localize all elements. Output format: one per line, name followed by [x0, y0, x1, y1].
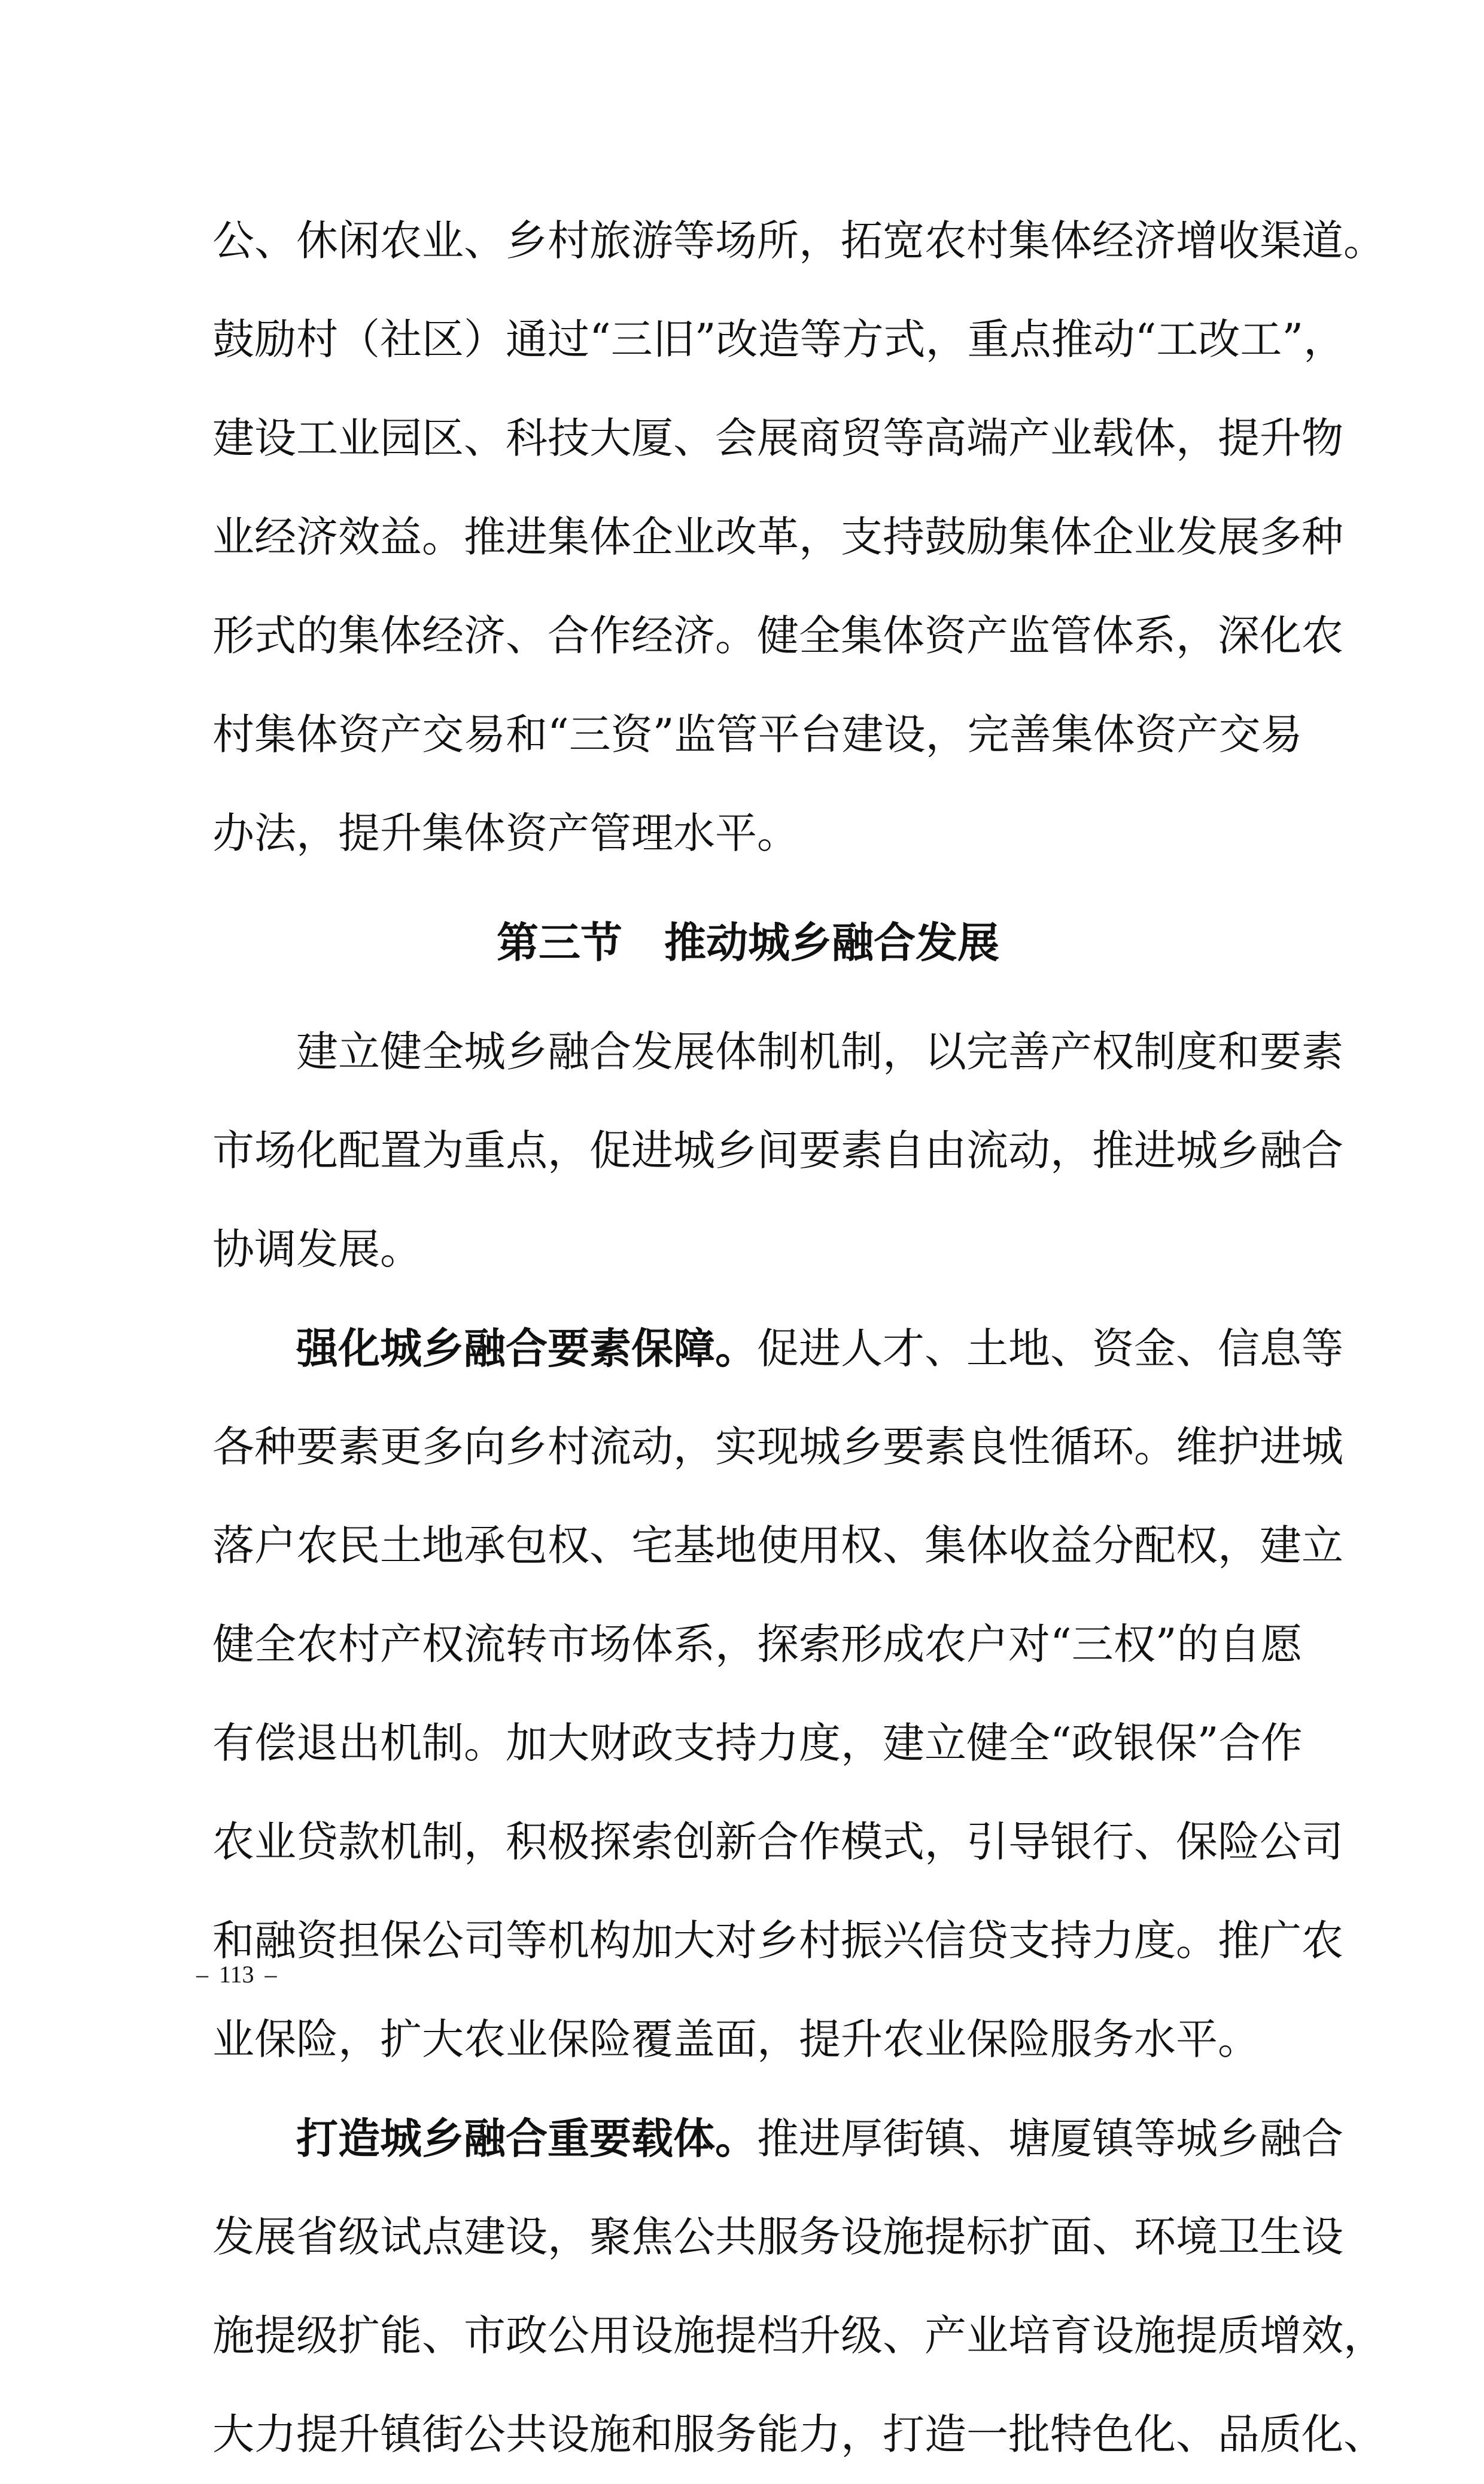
text-line: [212, 1299, 1343, 1398]
page-number-value: 113: [219, 1961, 254, 1988]
page-number-dash-right: –: [264, 1961, 277, 1988]
section-number: 第三节: [497, 918, 622, 967]
paragraph-3: [212, 1299, 1343, 2089]
paragraph-lead: 打造城乡融合重要载体。: [296, 2113, 757, 2163]
text-span: 促进人才、土地、资金、信息等: [757, 1324, 1343, 1373]
text-line: 业保险，扩大农业保险覆盖面，提升农业保险服务水平。: [212, 2015, 1260, 2064]
text-line: 办法，提升集体资产管理水平。: [212, 809, 799, 858]
section-title: 推动城乡融合发展: [664, 918, 999, 967]
text-line: 各种要素更多向乡村流动，实现城乡要素良性循环。维护进城: [212, 1422, 1343, 1471]
text-line: 业经济效益。推进集体企业改革，支持鼓励集体企业发展多种: [212, 512, 1343, 561]
text-line: 市场化配置为重点，促进城乡间要素自由流动，推进城乡融合: [212, 1126, 1343, 1175]
text-line: 落户农民土地承包权、宅基地使用权、集体收益分配权，建立: [212, 1521, 1343, 1570]
paragraph-4: [212, 2089, 1385, 2484]
text-line: 鼓励村（社区）通过“三旧”改造等方式，重点推动“工改工”，: [212, 315, 1346, 364]
text-line: 公、休闲农业、乡村旅游等场所，拓宽农村集体经济增收渠道。: [212, 216, 1385, 265]
text-line: 发展省级试点建设，聚焦公共服务设施提标扩面、环境卫生设: [212, 2212, 1343, 2261]
section-heading: [212, 883, 1284, 1003]
text-line: 农业贷款机制，积极探索创新合作模式，引导银行、保险公司: [212, 1817, 1343, 1866]
page-number-dash-left: –: [196, 1961, 208, 1988]
text-line: 和融资担保公司等机构加大对乡村振兴信贷支持力度。推广农: [212, 1916, 1343, 1965]
paragraph-1: [212, 192, 1385, 883]
text-span: 推进厚街镇、塘厦镇等城乡融合: [757, 2114, 1343, 2163]
text-line: 健全农村产权流转市场体系，探索形成农户对“三权”的自愿: [212, 1620, 1303, 1669]
text-line: 大力提升镇街公共设施和服务能力，打造一批特色化、品质化、: [212, 2410, 1385, 2459]
text-line: 有偿退出机制。加大财政支持力度，建立健全“政银保”合作: [212, 1718, 1303, 1768]
paragraph-2: [212, 1003, 1343, 1299]
text-line: 施提级扩能、市政公用设施提档升级、产业培育设施提质增效，: [212, 2311, 1385, 2360]
text-line: [212, 2089, 1343, 2188]
paragraph-lead: 强化城乡融合要素保障。: [296, 1323, 757, 1373]
body-text: [212, 192, 1385, 2484]
text-line: 协调发展。: [212, 1225, 422, 1274]
text-line: 形式的集体经济、合作经济。健全集体资产监管体系，深化农: [212, 611, 1343, 660]
text-line: 村集体资产交易和“三资”监管平台建设，完善集体资产交易: [212, 710, 1303, 759]
page-number: [186, 1960, 288, 1988]
text-line: 建立健全城乡融合发展体制机制，以完善产权制度和要素: [296, 1027, 1343, 1076]
text-line: 建设工业园区、科技大厦、会展商贸等高端产业载体，提升物: [212, 414, 1343, 463]
